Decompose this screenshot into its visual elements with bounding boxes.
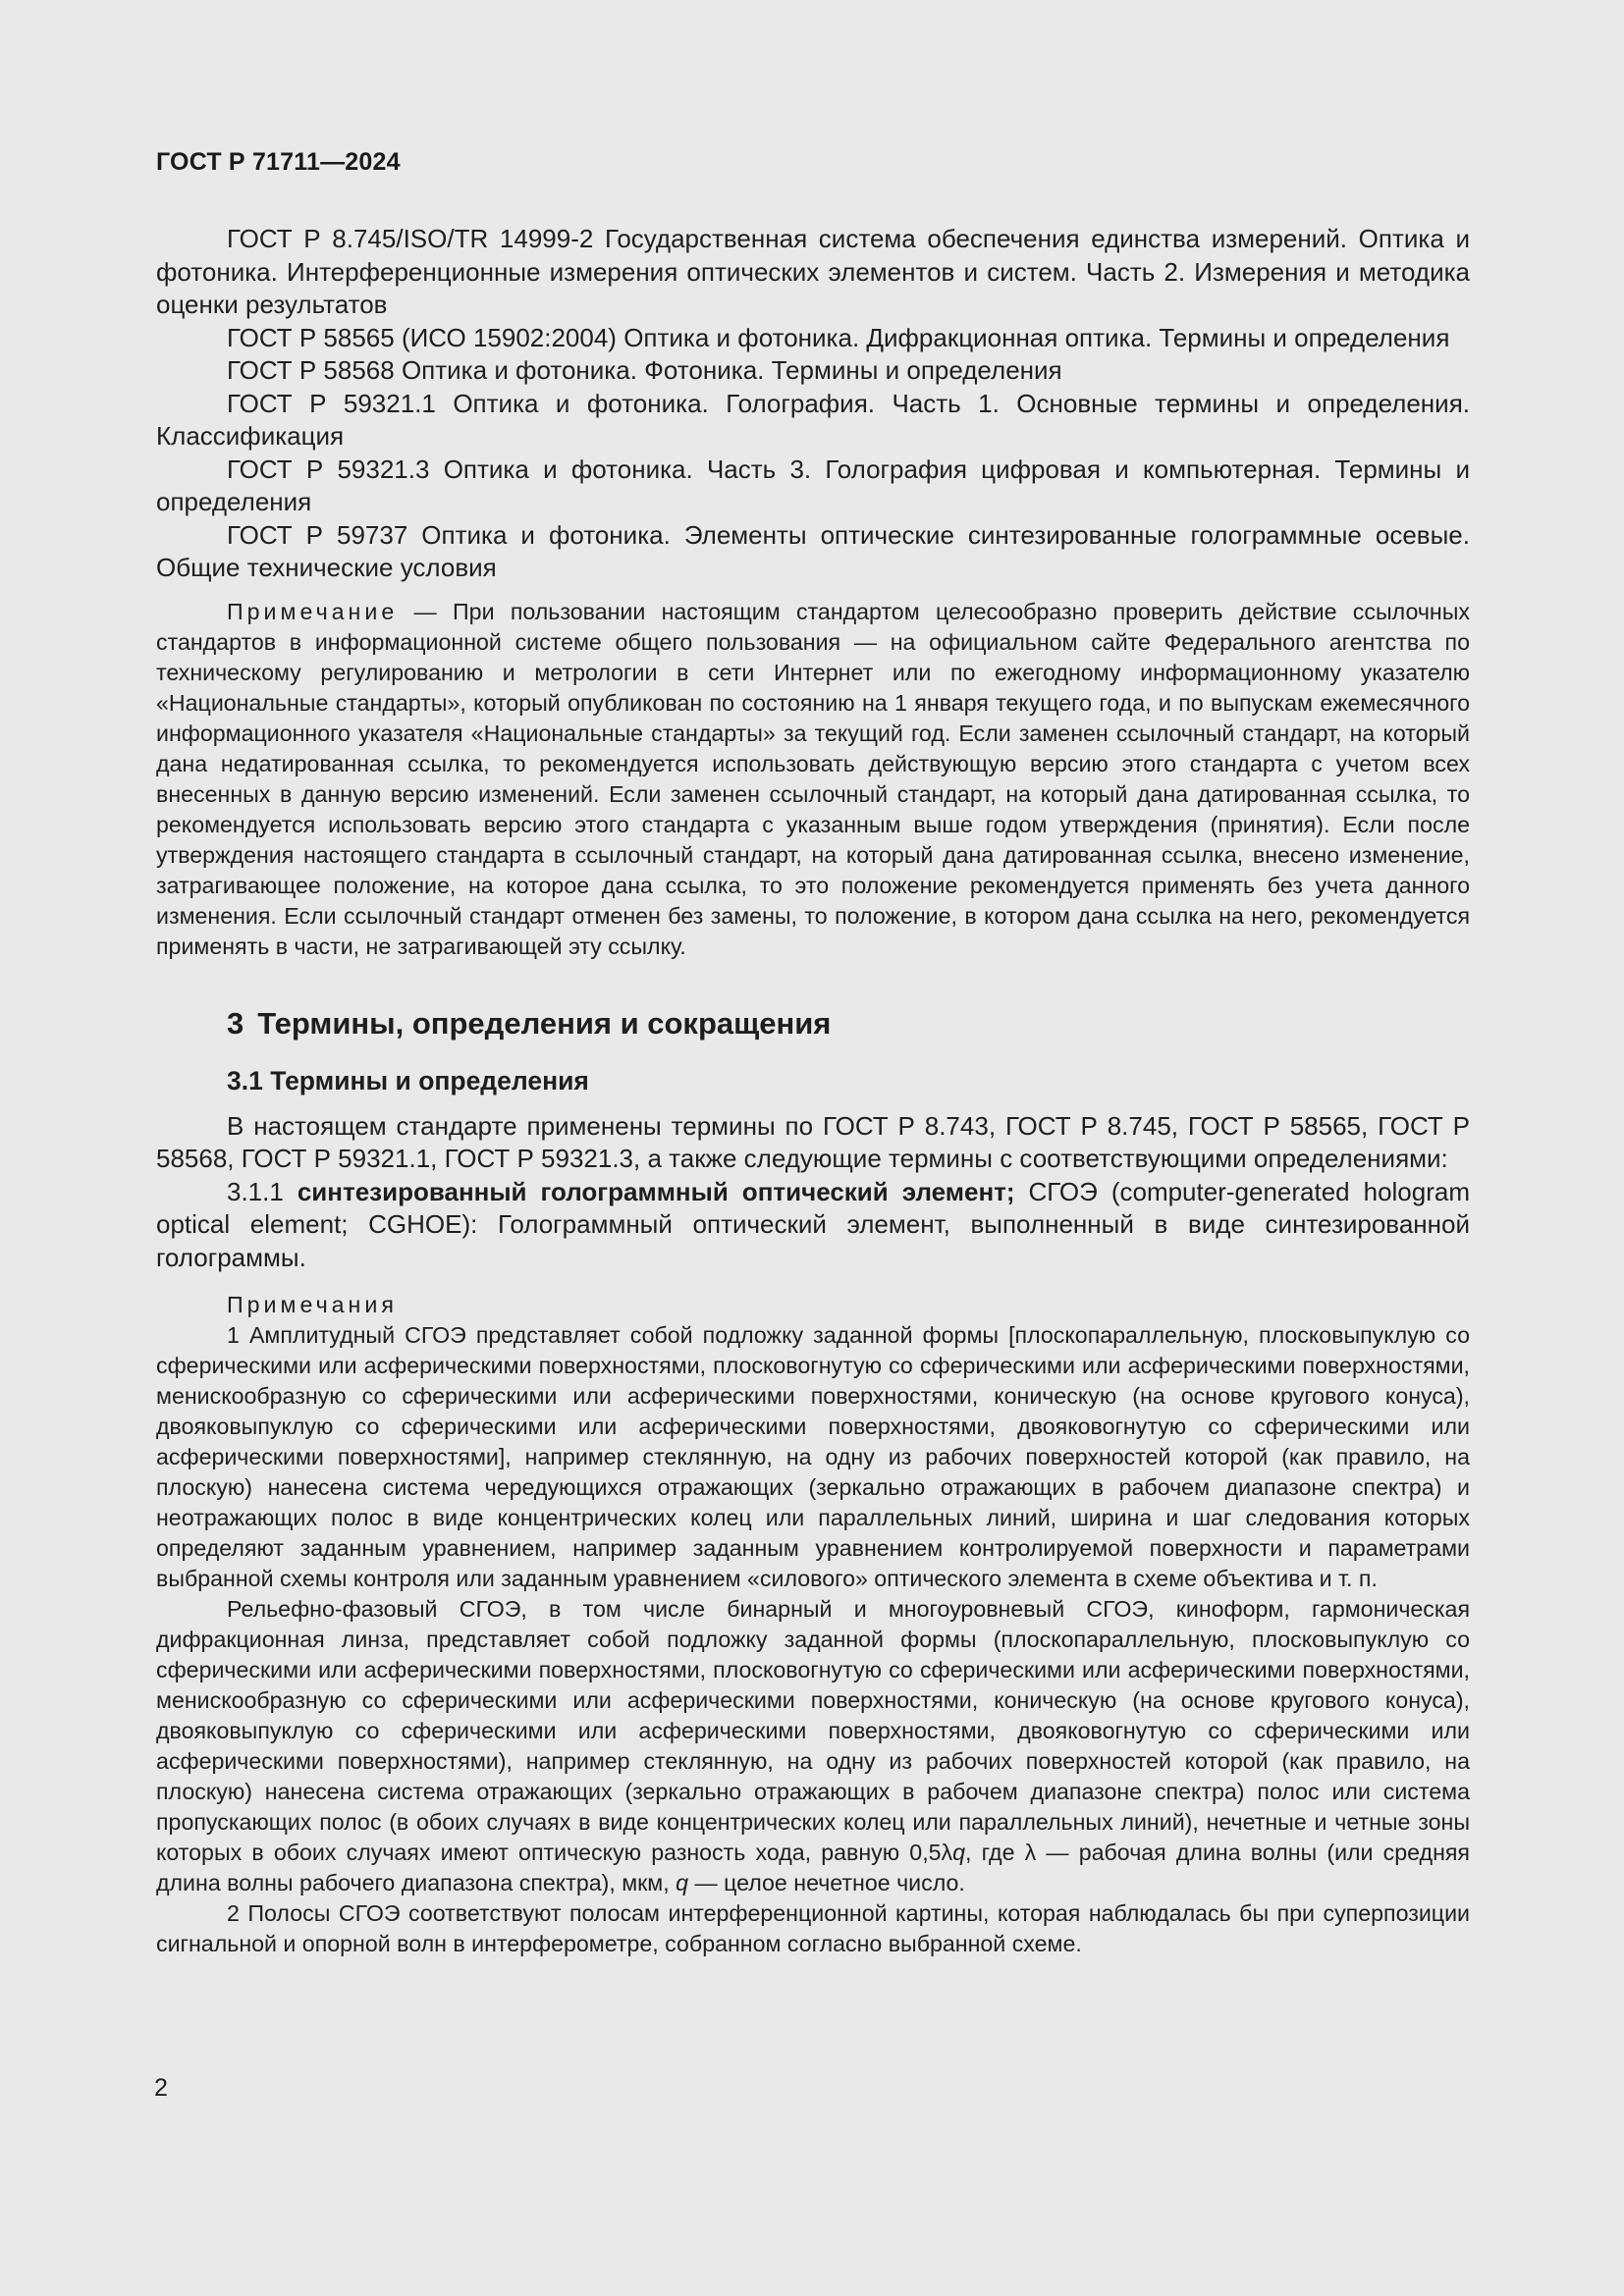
reference-item: ГОСТ Р 59321.3 Оптика и фотоника. Часть 3. Голография цифровая и компьютерная. Термины и определения [156, 454, 1470, 516]
notes-label-line [156, 1290, 1470, 1320]
reference-item: ГОСТ Р 58568 Оптика и фотоника. Фотоника. Термины и определения [227, 355, 1062, 385]
term-entry [156, 1176, 1470, 1275]
term-name: синтезированный голограммный оптический элемент; [297, 1176, 1015, 1206]
section-title: Термины, определения и сокращения [257, 1005, 832, 1041]
page-content [156, 223, 1470, 1959]
terms-intro: В настоящем стандарте применены термины по ГОСТ Р 8.743, ГОСТ Р 8.745, ГОСТ Р 58565, ГОСТ Р 58568, ГОСТ Р 59321.1, ГОСТ Р 59321.3, а также следующие термины с соответствующими определениями: [156, 1110, 1470, 1173]
term-note-1: 1 Амплитудный СГОЭ представляет собой подложку заданной формы [плоскопараллельную, плосковыпуклую со сферическими или асферическими поверхностями, плосковогнутую со сферическими или асферическими поверхностями, менискообразную со сферическими или асферическими поверхностями, коническую (на основе кругового конуса), двояковыпуклую со сферическими или асферическими поверхностями, двояковогнутую со сферическими или асферическими поверхностями], например стеклянную, на одну из рабочих поверхностей которой (как правило, на плоскую) нанесена система чередующихся отражающих (зеркально отражающих в рабочем диапазоне спектра) и неотражающих полос в виде концентрических колец или параллельных линий, ширина и шаг следования которых определяют заданным уравнением, например заданным уравнением контролируемой поверхности и параметрами выбранной схемы контроля или заданным уравнением «силового» оптического элемента в схеме объектива и т. п. [156, 1322, 1470, 1591]
notes-label: Примечания [227, 1292, 398, 1317]
note-label: Примечание [227, 598, 399, 624]
subsection-heading: 3.1 Термины и определения [227, 1065, 589, 1095]
term-note-1-continued: Рельефно-фазовый СГОЭ, в том числе бинарный и многоуровневый СГОЭ, киноформ, гармоническая дифракционная линза, представляет собой подложку заданной формы (плоскопараллельную, плосковыпуклую со сферическими или асферическими поверхностями, плосковогнутую со сферическими или асферическими поверхностями, менискообразную со сферическими или асферическими поверхностями, коническую (на основе кругового конуса), двояковыпуклую со сферическими или асферическими поверхностями, двояковогнутую со сферическими или асферическими поверхностями), например стеклянную, на одну из рабочих поверхностей которой (как правило, на плоскую) нанесена система отражающих (зеркально отражающих в рабочем диапазоне спектра) полос или система пропускающих полос (в обоих случаях в виде концентрических колец или параллельных линий), нечетные и четные зоны которых в обоих случаях имеют оптическую разность хода, равную 0,5λq, где λ — рабочая длина волны (или средняя длина волны рабочего диапазона спектра), мкм, q — целое нечетное число. [156, 1596, 1470, 1896]
term-number: 3.1.1 [227, 1176, 284, 1206]
reference-item: ГОСТ Р 58565 (ИСО 15902:2004) Оптика и фотоника. Дифракционная оптика. Термины и определения [227, 322, 1450, 352]
section-heading [156, 1004, 1470, 1043]
reference-note [156, 597, 1470, 962]
document-code-header: ГОСТ Р 71711—2024 [156, 148, 401, 176]
reference-item: ГОСТ Р 59737 Оптика и фотоника. Элементы оптические синтезированные голограммные осевые. Общие технические условия [156, 519, 1470, 582]
note-text: — При пользовании настоящим стандартом целесообразно проверить действие ссылочных стандартов в информационной системе общего пользования — на официальном сайте Федерального агентства по техническому регулированию и метрологии в сети Интернет или по ежегодному информационному указателю «Национальные стандарты», который опубликован по состоянию на 1 января текущего года, и по выпускам ежемесячного информационного указателя «Национальные стандарты» за текущий год. Если заменен ссылочный стандарт, на который дана недатированная ссылка, то рекомендуется использовать действующую версию этого стандарта с учетом всех внесенных в данную версию изменений. Если заменен ссылочный стандарт, на который дана датированная ссылка, то рекомендуется использовать версию этого стандарта с указанным выше годом утверждения (принятия). Если после утверждения настоящего стандарта в ссылочный стандарт, на который дана датированная ссылка, внесено изменение, затрагивающее положение, на которое дана ссылка, то это положение рекомендуется применять без учета данного изменения. Если ссылочный стандарт отменен без замены, то положение, в котором дана ссылка на него, рекомендуется применять в части, не затрагивающей эту ссылку. [156, 598, 1470, 959]
reference-item: ГОСТ Р 59321.1 Оптика и фотоника. Голография. Часть 1. Основные термины и определения. Классификация [156, 388, 1470, 451]
reference-item: ГОСТ Р 8.745/ISO/TR 14999-2 Государственная система обеспечения единства измерений. Оптика и фотоника. Интерференционные измерения оптических элементов и систем. Часть 2. Измерения и методика оценки результатов [156, 224, 1470, 319]
section-number: 3 [227, 1005, 244, 1041]
term-definition: СГОЭ (computer-generated hologram optical element; CGHOE): Голограммный оптический элемент, выполненный в виде синтезированной голограммы. [156, 1176, 1470, 1272]
term-note-2: 2 Полосы СГОЭ соответствуют полосам интерференционной картины, которая наблюдалась бы при суперпозиции сигнальной и опорной волн в интерферометре, собранном согласно выбранной схеме. [156, 1900, 1470, 1956]
page-number: 2 [154, 2074, 168, 2102]
